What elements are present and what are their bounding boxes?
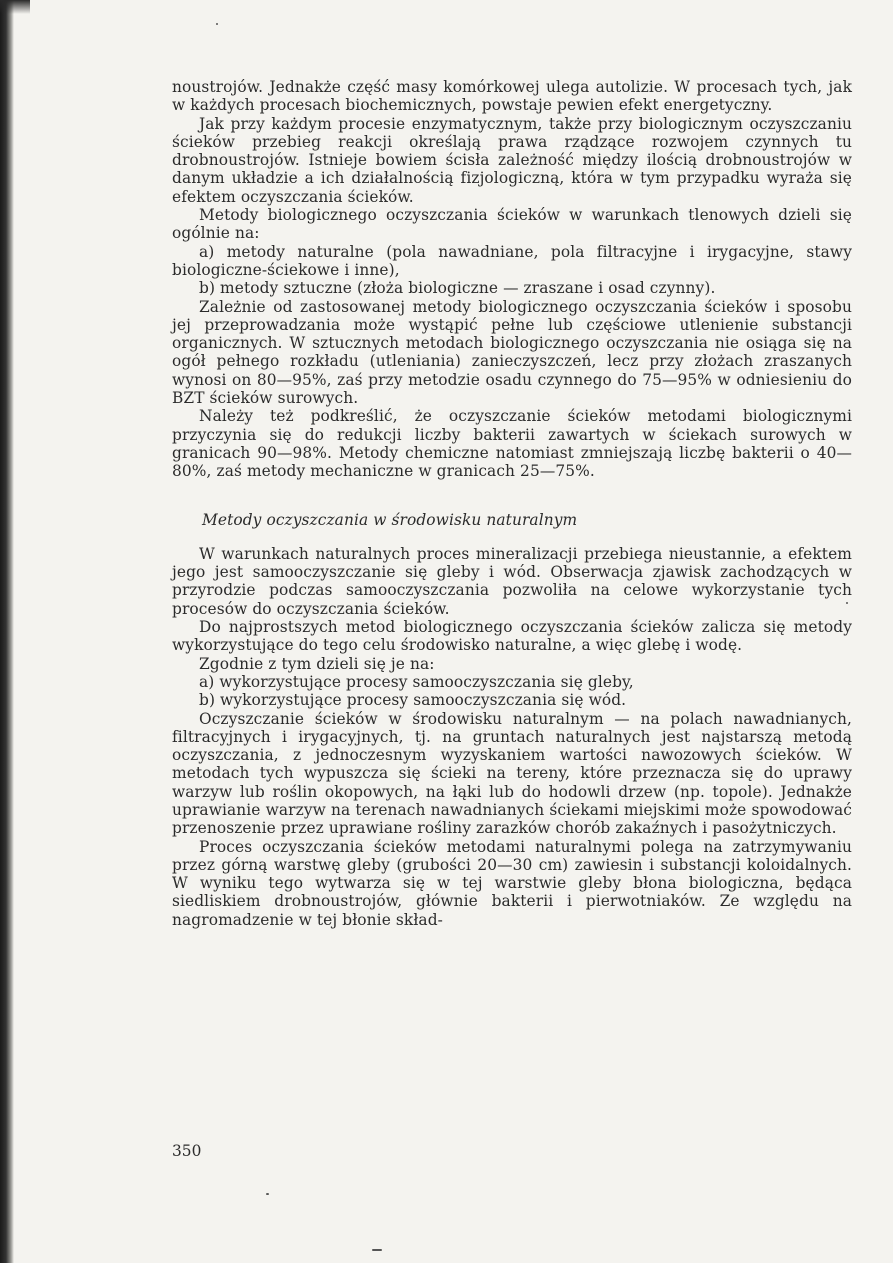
paragraph-enzymatic-process: Jak przy każdym procesie enzymatycznym, także przy biologicznym oczyszczaniu ścieków przebieg reakcji określają prawa rządzące rozwojem czynnych tu drobnoustrojów. Istnieje bowiem ścisła zależność między ilością drobnoustrojów w danym układzie a ich działalnością fizjologiczną, która w tym przypadku wyraża się efektem oczyszczania ścieków. <box>172 114 852 206</box>
paragraph-natural-fields: Oczyszczanie ścieków w środowisku naturalnym — na polach nawadnianych, filtracyjnych i irygacyjnych, tj. na gruntach naturalnych jest najstarszą metodą oczyszczania, z jednoczesnym wyzyskaniem wartości nawozowych ścieków. W metodach tych wypuszcza się ścieki na tereny, które przeznacza się do uprawy warzyw lub roślin okopowych, na łąki lub do hodowli drzew (np. topole). Jednakże uprawianie warzyw na terenach nawadnianych ściekami miejskimi może spowodować przenoszenie przez uprawiane rośliny zarazków chorób zakaźnych i pasożytniczych. <box>172 709 852 838</box>
scan-speck <box>266 1193 269 1195</box>
scan-speck <box>372 1249 382 1251</box>
corner-shadow <box>0 0 30 14</box>
paragraph-methods-intro: Metody biologicznego oczyszczania ścieków w warunkach tlenowych dzieli się ogólnie na: <box>172 206 852 243</box>
paragraph-simplest-methods: Do najprostszych metod biologicznego oczyszczania ścieków zalicza się metody wykorzystujące do tego celu środowisko naturalne, a więc glebę i wodę. <box>172 618 852 655</box>
paragraph-continuation: noustrojów. Jednakże część masy komórkowej ulega autolizie. W procesach tych, jak w każdych procesach biochemicznych, powstaje pewien efekt energetyczny. <box>172 78 852 115</box>
scan-speck <box>216 23 218 25</box>
scan-speck <box>846 602 848 604</box>
book-spine-shadow <box>0 0 14 1263</box>
paragraph-division: Zgodnie z tym dzieli się je na: <box>199 654 435 673</box>
section-heading: Metody oczyszczania w środowisku naturalnym <box>202 510 578 529</box>
paragraph-oxidation: Zależnie od zastosowanej metody biologicznego oczyszczania ścieków i sposobu jej przeprowadzania może wystąpić pełne lub częściowe utlenienie substancji organicznych. W sztucznych metodach biologicznego oczyszczania nie osiąga się na ogół pełnego rozkładu (utleniania) zanieczyszczeń, lecz przy złożach zraszanych wynosi on 80—95%, zaś przy metodzie osadu czynnego do 75—95% w odniesieniu do BZT ścieków surowych. <box>172 297 852 408</box>
paragraph-soil-process: Proces oczyszczania ścieków metodami naturalnymi polega na zatrzymywaniu przez górną warstwę gleby (grubości 20—30 cm) zawiesin i substancji koloidalnych. W wyniku tego wytwarza się w tej warstwie gleby błona biologiczna, będąca siedliskiem drobnoustrojów, głównie bakterii i pierwotniaków. Ze względu na nagromadzenie w tej błonie skład- <box>172 837 852 929</box>
paragraph-natural-conditions: W warunkach naturalnych proces mineralizacji przebiega nieustannie, a efektem jego jest samooczyszczanie się gleby i wód. Obserwacja zjawisk zachodzących w przyrodzie podczas samooczyszczania pozwoliła na celowe wykorzystanie tych procesów do oczyszczania ścieków. <box>172 544 852 618</box>
paragraph-bacteria-reduction: Należy też podkreślić, że oczyszczanie ścieków metodami biologicznymi przyczynia się do redukcji liczby bakterii zawartych w ściekach surowych w granicach 90—98%. Metody chemiczne natomiast zmniejszają liczbę bakterii o 40—80%, zaś metody mechaniczne w granicach 25—75%. <box>172 407 852 481</box>
list-item-water: b) wykorzystujące procesy samooczyszczania się wód. <box>199 691 627 710</box>
list-item-soil: a) wykorzystujące procesy samooczyszczania się gleby, <box>199 672 634 691</box>
list-item-natural-methods: a) metody naturalne (pola nawadniane, pola filtracyjne i irygacyjne, stawy biologiczne-ściekowe i inne), <box>172 242 852 279</box>
page-number: 350 <box>172 1142 202 1160</box>
page-text <box>172 78 852 929</box>
list-item-artificial-methods: b) metody sztuczne (złoża biologiczne — zraszane i osad czynny). <box>199 279 716 298</box>
